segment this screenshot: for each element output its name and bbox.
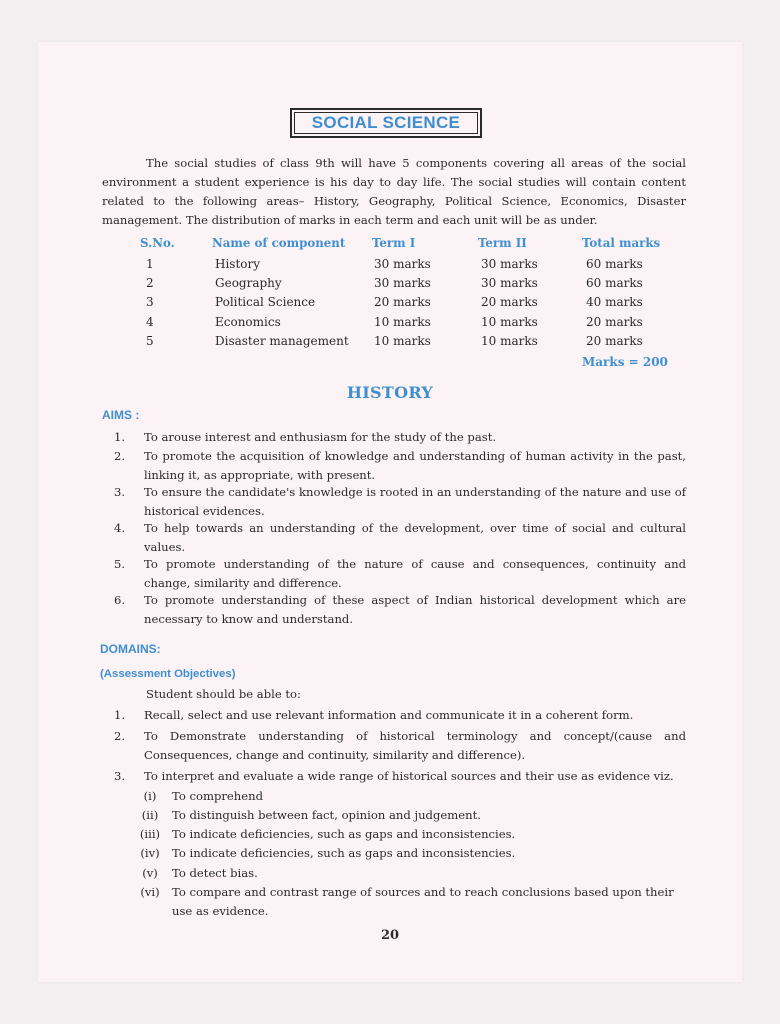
assessment-objectives-label: (Assessment Objectives) — [100, 668, 236, 680]
table-cell: Disaster management — [215, 334, 349, 348]
sub-objective-text: To indicate deficiencies, such as gaps and inconsistencies. — [172, 827, 516, 841]
sub-objective-number: (iii) — [139, 827, 161, 841]
table-cell: 40 marks — [586, 295, 643, 309]
table-cell: 3 — [146, 295, 154, 309]
table-cell: 10 marks — [374, 334, 431, 348]
sub-objective-text: To compare and contrast range of sources and to reach conclusions based upon their use as evidence. — [172, 885, 674, 918]
table-header-term1: Term I — [372, 236, 416, 250]
aim-item — [114, 483, 686, 521]
objective-text: To Demonstrate understanding of historical terminology and concept/(cause and Consequences, change and continuity, similarity and difference). — [144, 729, 686, 762]
aim-number: 1. — [114, 430, 126, 444]
aim-number: 3. — [114, 485, 126, 499]
page-title: SOCIAL SCIENCE — [294, 112, 478, 134]
table-cell: 10 marks — [374, 315, 431, 329]
aim-text: To promote understanding of the nature of cause and consequences, continuity and change, similarity and difference. — [144, 557, 686, 590]
sub-objective-item — [134, 864, 686, 883]
aim-number: 5. — [114, 557, 126, 571]
aim-text: To ensure the candidate's knowledge is rooted in an understanding of the nature and use of historical evidences. — [144, 485, 686, 518]
table-cell: 10 marks — [481, 315, 538, 329]
table-cell: 2 — [146, 276, 154, 290]
sub-objective-item — [134, 787, 686, 806]
table-cell: 10 marks — [481, 334, 538, 348]
table-cell: 5 — [146, 334, 154, 348]
aim-text: To help towards an understanding of the development, over time of social and cultural values. — [144, 521, 686, 554]
table-header-component: Name of component — [212, 236, 346, 250]
table-cell: 30 marks — [374, 257, 431, 271]
objective-item — [114, 767, 686, 786]
table-cell: 30 marks — [374, 276, 431, 290]
sub-objective-number: (i) — [143, 789, 157, 803]
aim-item — [114, 519, 686, 557]
aims-label: AIMS : — [102, 408, 140, 422]
table-cell: History — [215, 257, 261, 271]
table-cell: 20 marks — [481, 295, 538, 309]
table-cell: Economics — [215, 315, 281, 329]
intro-paragraph: The social studies of class 9th will have 5 components covering all areas of the social environment a student experience is his day to day life. The social studies will contain content related to the following areas– History, Geography, Political Science, Economics, Disaster management. The distribution of marks in each term and each unit will be as under. — [102, 156, 686, 227]
sub-objective-text: To indicate deficiencies, such as gaps and inconsistencies. — [172, 846, 516, 860]
aim-item — [114, 428, 686, 447]
sub-objective-number: (vi) — [140, 885, 160, 899]
history-heading: HISTORY — [346, 383, 434, 402]
table-cell: 60 marks — [586, 276, 643, 290]
page-number: 20 — [380, 928, 400, 943]
table-header-total: Total marks — [582, 236, 661, 250]
table-cell: 4 — [146, 315, 154, 329]
objective-text: To interpret and evaluate a wide range of historical sources and their use as evidence viz. — [144, 769, 674, 783]
aim-number: 2. — [114, 449, 126, 463]
marks-total: Marks = 200 — [582, 355, 668, 369]
aim-number: 6. — [114, 593, 126, 607]
objective-item — [114, 727, 686, 765]
sub-objective-item — [134, 844, 686, 863]
aim-text: To promote understanding of these aspect of Indian historical development which are necessary to know and understand. — [144, 593, 686, 626]
sub-objective-text: To comprehend — [172, 789, 264, 803]
objective-item — [114, 706, 686, 725]
table-cell: 20 marks — [586, 334, 643, 348]
objective-text: Recall, select and use relevant information and communicate it in a coherent form. — [144, 708, 634, 722]
table-cell: 20 marks — [586, 315, 643, 329]
sub-objective-item — [134, 806, 686, 825]
sub-objective-number: (v) — [142, 866, 158, 880]
sub-objective-text: To distinguish between fact, opinion and judgement. — [172, 808, 481, 822]
title-box — [290, 108, 482, 138]
sub-objective-item — [134, 825, 686, 844]
student-intro-line: Student should be able to: — [146, 687, 301, 701]
domains-label: DOMAINS: — [100, 642, 161, 656]
aim-text: To arouse interest and enthusiasm for the study of the past. — [144, 430, 497, 444]
sub-objective-text: To detect bias. — [172, 866, 258, 880]
sub-objective-number: (ii) — [141, 808, 159, 822]
objective-number: 3. — [114, 769, 126, 783]
table-cell: 1 — [146, 257, 154, 271]
table-cell: 30 marks — [481, 257, 538, 271]
table-header-term2: Term II — [478, 236, 527, 250]
table-cell: 60 marks — [586, 257, 643, 271]
table-cell: 20 marks — [374, 295, 431, 309]
objective-number: 1. — [114, 708, 126, 722]
table-cell: Geography — [215, 276, 282, 290]
aim-item — [114, 591, 686, 629]
sub-objective-item — [134, 883, 686, 921]
sub-objective-number: (iv) — [140, 846, 160, 860]
table-cell: Political Science — [215, 295, 316, 309]
aim-item — [114, 555, 686, 593]
aim-number: 4. — [114, 521, 126, 535]
aim-text: To promote the acquisition of knowledge and understanding of human activity in the past, linking it, as appropriate, with present. — [144, 449, 686, 482]
aim-item — [114, 447, 686, 485]
objective-number: 2. — [114, 729, 126, 743]
table-cell: 30 marks — [481, 276, 538, 290]
table-header-sno: S.No. — [140, 236, 175, 250]
